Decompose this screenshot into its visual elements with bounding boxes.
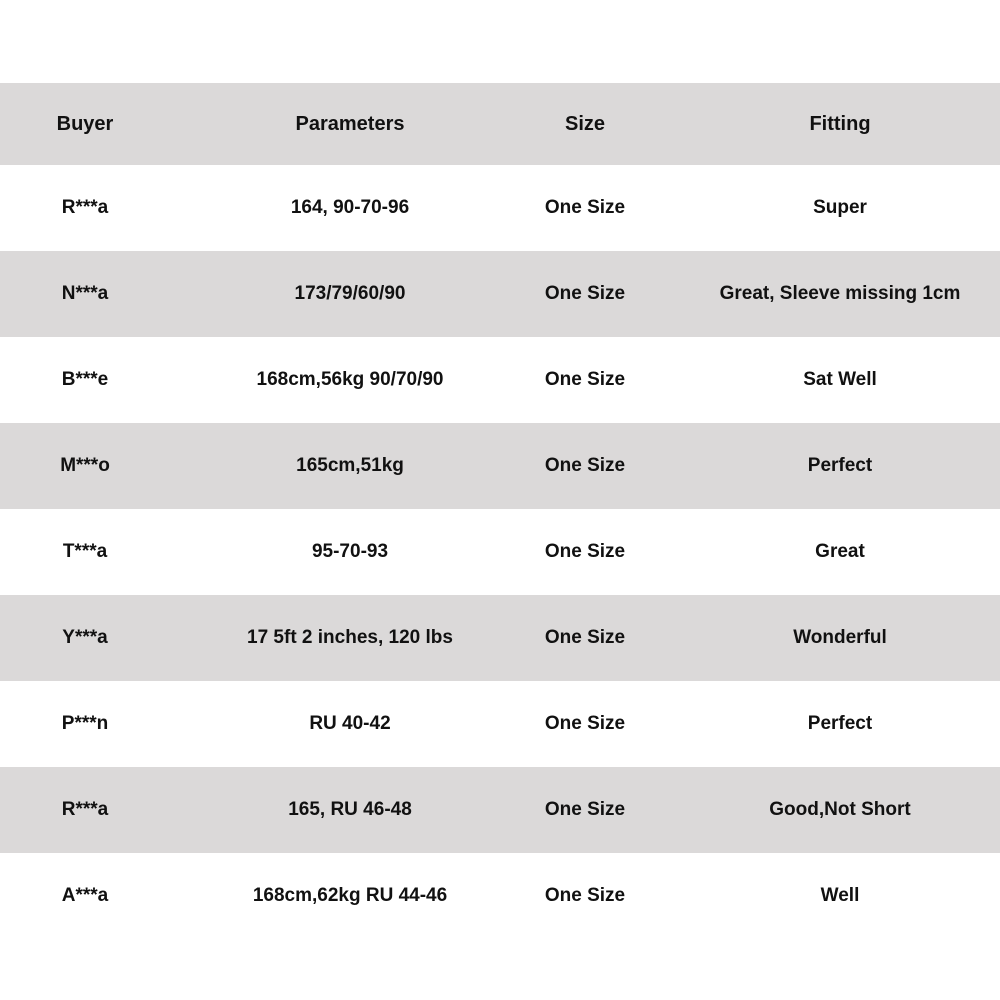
fitting-cell: Great, Sleeve missing 1cm	[719, 283, 961, 304]
fitting-cell: Good,Not Short	[769, 799, 911, 820]
buyer-cell: A***a	[61, 885, 109, 906]
size-cell: One Size	[544, 197, 626, 218]
fitting-cell: Sat Well	[803, 369, 877, 390]
table-row	[0, 423, 1000, 509]
size-cell: One Size	[544, 799, 626, 820]
parameters-cell: 165, RU 46-48	[288, 799, 412, 820]
parameters-cell: 164, 90-70-96	[290, 197, 410, 218]
buyer-cell: B***e	[61, 369, 109, 390]
table-row	[0, 767, 1000, 853]
buyer-cell: P***n	[61, 713, 109, 734]
size-cell: One Size	[544, 541, 626, 562]
parameters-cell: 173/79/60/90	[294, 283, 406, 304]
table-row	[0, 337, 1000, 423]
fitting-cell: Super	[813, 197, 867, 218]
table-row	[0, 509, 1000, 595]
parameters-cell: RU 40-42	[309, 713, 391, 734]
table-header-row	[0, 83, 1000, 165]
header-buyer: Buyer	[56, 112, 114, 135]
header-fitting: Fitting	[809, 112, 871, 135]
size-cell: One Size	[544, 713, 626, 734]
header-parameters: Parameters	[295, 112, 405, 135]
buyer-cell: N***a	[61, 283, 109, 304]
fitting-cell: Perfect	[807, 455, 873, 476]
size-cell: One Size	[544, 885, 626, 906]
table-row	[0, 595, 1000, 681]
size-cell: One Size	[544, 627, 626, 648]
parameters-cell: 165cm,51kg	[296, 455, 404, 476]
buyer-cell: Y***a	[62, 627, 108, 648]
size-cell: One Size	[544, 455, 626, 476]
table-row	[0, 165, 1000, 251]
fitting-cell: Great	[815, 541, 865, 562]
header-size: Size	[564, 112, 606, 135]
buyer-cell: R***a	[61, 799, 109, 820]
buyer-cell: M***o	[60, 455, 110, 476]
size-cell: One Size	[544, 283, 626, 304]
fitting-cell: Well	[820, 885, 860, 906]
table-row	[0, 853, 1000, 939]
table-row	[0, 251, 1000, 337]
parameters-cell: 168cm,56kg 90/70/90	[256, 369, 444, 390]
buyer-cell: R***a	[61, 197, 109, 218]
table-row	[0, 681, 1000, 767]
buyer-fit-table	[0, 83, 1000, 939]
parameters-cell: 95-70-93	[311, 541, 389, 562]
size-cell: One Size	[544, 369, 626, 390]
parameters-cell: 17 5ft 2 inches, 120 lbs	[247, 627, 453, 648]
fitting-cell: Wonderful	[793, 627, 887, 648]
parameters-cell: 168cm,62kg RU 44-46	[252, 885, 448, 906]
buyer-cell: T***a	[62, 541, 108, 562]
fitting-cell: Perfect	[807, 713, 873, 734]
